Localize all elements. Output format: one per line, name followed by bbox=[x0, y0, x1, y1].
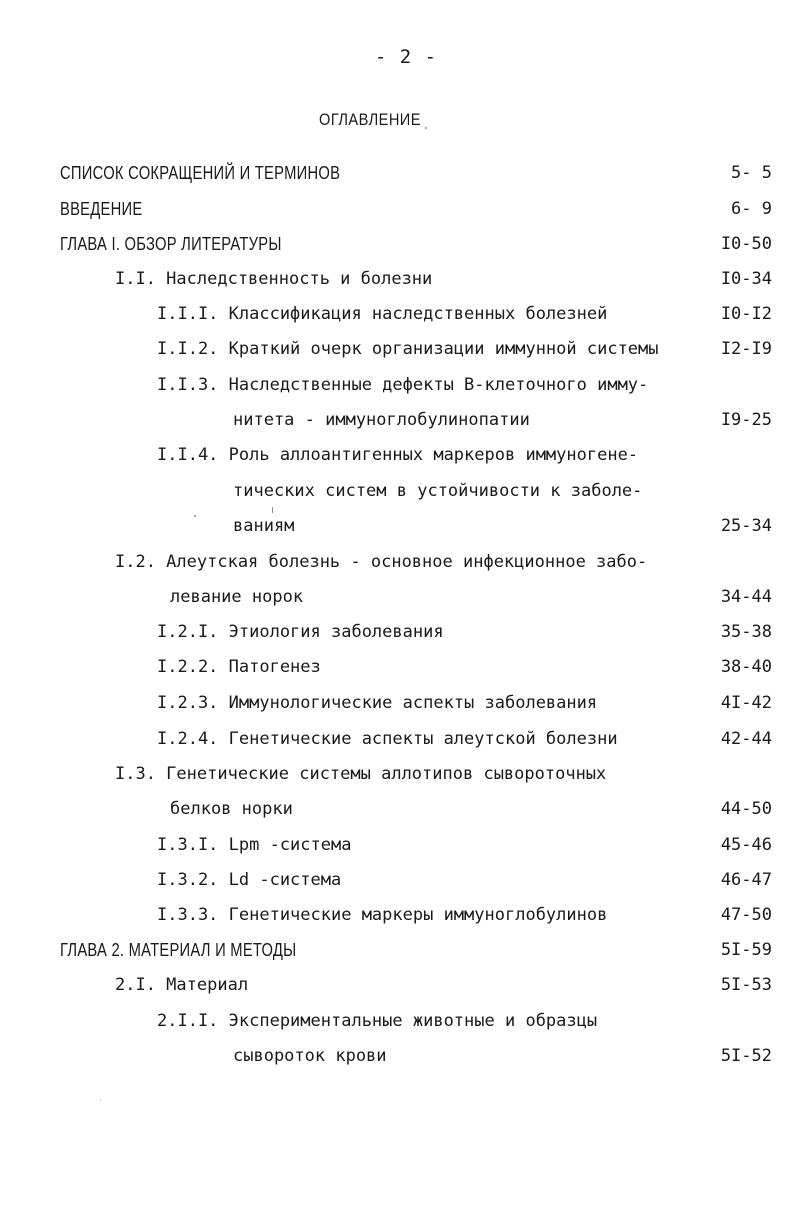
toc-entry-pages: 34-44 bbox=[720, 587, 772, 607]
toc-entry-text: I.2.3. Иммунологические аспекты заболевания bbox=[157, 693, 598, 713]
toc-entry-text: 2.I.I. Экспериментальные животные и образцы bbox=[157, 1011, 598, 1031]
toc-entry-text: I.I.4. Роль аллоантигенных маркеров иммуногене- bbox=[157, 445, 639, 465]
toc-entry-text: I.I.2. Краткий очерк организации иммунной системы bbox=[157, 339, 659, 359]
scan-speck bbox=[100, 1100, 101, 1101]
toc-entry-text: белков норки bbox=[170, 799, 293, 819]
scan-speck bbox=[425, 127, 427, 129]
toc-entry-pages: I0-50 bbox=[720, 234, 772, 254]
toc-entry-pages: I0-I2 bbox=[720, 304, 772, 324]
toc-entry-text: I.2.2. Патогенез bbox=[157, 657, 321, 677]
toc-entry-pages: 5- 5 bbox=[731, 163, 772, 183]
toc-entry-pages: 38-40 bbox=[720, 657, 772, 677]
toc-entry-text: I.3.2. Ld -система bbox=[157, 870, 342, 890]
toc-entry-text: ваниям bbox=[233, 516, 295, 536]
toc-entry-text: ГЛАВА I. ОБЗОР ЛИТЕРАТУРЫ bbox=[60, 234, 282, 254]
toc-entry-text: ГЛАВА 2. МАТЕРИАЛ И МЕТОДЫ bbox=[60, 940, 297, 960]
toc-entry-pages: 42-44 bbox=[720, 729, 772, 749]
toc-entry-pages: 35-38 bbox=[720, 622, 772, 642]
toc-entry-text: 2.I. Материал bbox=[115, 975, 249, 995]
toc-entry-pages: 25-34 bbox=[720, 516, 772, 536]
toc-entry-pages: I9-25 bbox=[720, 410, 772, 430]
page-number: - 2 - bbox=[374, 46, 438, 68]
toc-entry-text: сывороток крови bbox=[233, 1046, 387, 1066]
toc-entry-pages: 5I-59 bbox=[720, 940, 772, 960]
toc-entry-pages: 47-50 bbox=[720, 905, 772, 925]
toc-entry-text: тических систем в устойчивости к заболе- bbox=[233, 481, 643, 501]
toc-entry-text: I.3.3. Генетические маркеры иммуноглобулинов bbox=[157, 905, 608, 925]
toc-entry-text: I.3.I. Lpm -система bbox=[157, 835, 352, 855]
toc-entry-pages: 5I-52 bbox=[720, 1046, 772, 1066]
toc-entry-text: I.I.3. Наследственные дефекты В-клеточного имму- bbox=[157, 375, 649, 395]
toc-entry-text: I.3. Генетические системы аллотипов сывороточных bbox=[115, 764, 607, 784]
toc-entry-pages: 6- 9 bbox=[731, 199, 772, 219]
scan-speck bbox=[272, 507, 273, 513]
toc-entry-text: I.I.I. Классификация наследственных болезней bbox=[157, 304, 608, 324]
toc-entry-text: левание норок bbox=[170, 587, 304, 607]
toc-entry-pages: 5I-53 bbox=[720, 975, 772, 995]
page-title: ОГЛАВЛЕНИЕ bbox=[319, 110, 421, 129]
toc-entry-text: ВВЕДЕНИЕ bbox=[60, 199, 143, 219]
toc-entry-text: нитета - иммуноглобулинопатии bbox=[233, 410, 530, 430]
toc-entry-text: I.2.4. Генетические аспекты алеутской болезни bbox=[157, 729, 618, 749]
toc-entry-pages: 45-46 bbox=[720, 835, 772, 855]
toc-entry-text: I.2. Алеутская болезнь - основное инфекционное забо- bbox=[115, 552, 648, 572]
toc-entry-pages: 46-47 bbox=[720, 870, 772, 890]
scan-speck bbox=[194, 515, 196, 517]
toc-entry-text: I.I. Наследственность и болезни bbox=[115, 269, 433, 289]
toc-entry-pages: I0-34 bbox=[720, 269, 772, 289]
toc-entry-pages: 44-50 bbox=[720, 799, 772, 819]
toc-entry-text: I.2.I. Этиология заболевания bbox=[157, 622, 444, 642]
toc-entry-pages: 4I-42 bbox=[720, 693, 772, 713]
toc-entry-pages: I2-I9 bbox=[720, 339, 772, 359]
toc-entry-text: СПИСОК СОКРАЩЕНИЙ И ТЕРМИНОВ bbox=[60, 163, 341, 183]
